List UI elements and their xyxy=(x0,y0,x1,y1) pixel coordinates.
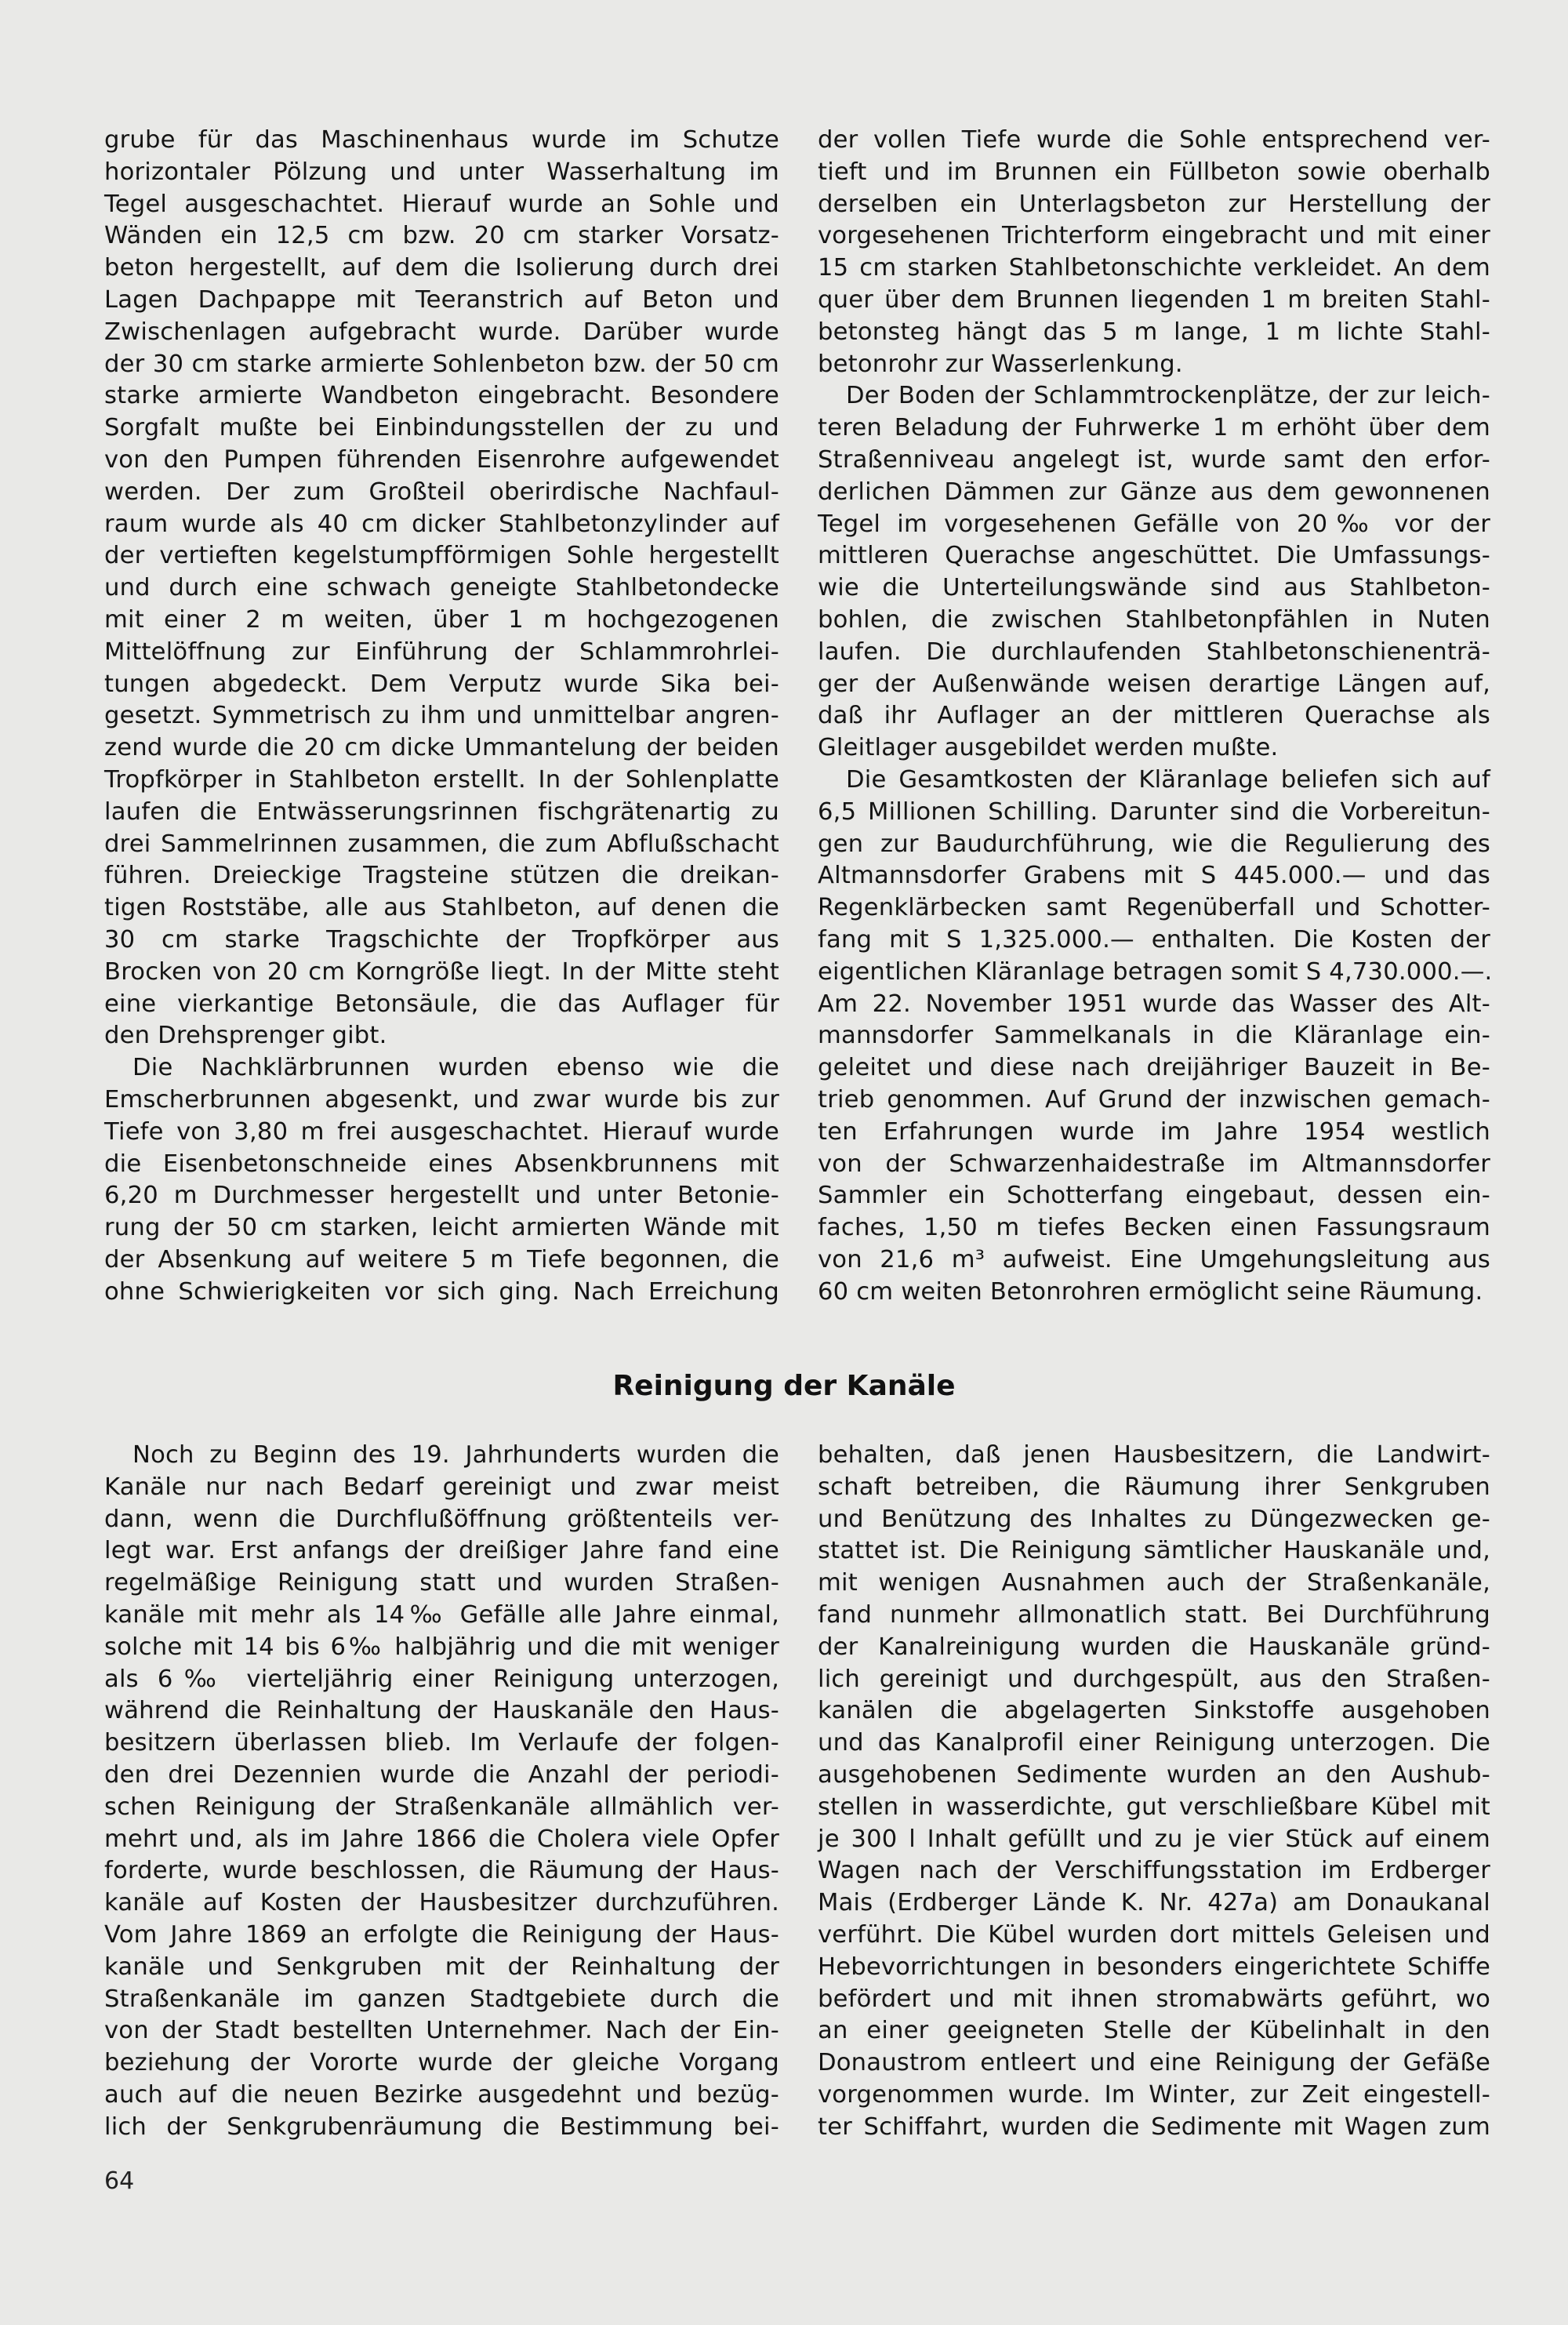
text-line: Tegel ausgeschachtet. Hierauf wurde an Sohle und xyxy=(104,190,779,218)
text-line: befördert und mit ihnen stromabwärts geführt, wo xyxy=(818,1985,1490,2013)
text-line: die Eisenbetonschneide eines Absenkbrunnens mit xyxy=(104,1150,779,1178)
text-line: kanäle und Senkgruben mit der Reinhaltung der xyxy=(104,1953,779,1981)
text-line: schaft betreiben, die Räumung ihrer Senkgruben xyxy=(818,1473,1490,1501)
text-line: rung der 50 cm starken, leicht armierten Wände mit xyxy=(104,1214,779,1242)
text-line: und das Kanalprofil einer Reinigung unterzogen. Die xyxy=(818,1729,1490,1757)
text-column-bottom-right xyxy=(818,1440,1490,2144)
text-line: legt war. Erst anfangs der dreißiger Jahre fand eine xyxy=(104,1537,779,1565)
text-line: Wagen nach der Verschiffungsstation im Erdberger xyxy=(818,1857,1490,1885)
text-line: an einer geeigneten Stelle der Kübelinhalt in den xyxy=(818,2017,1490,2045)
text-line: Hebevorrichtungen in besonders eingerichtete Schiffe xyxy=(818,1953,1490,1981)
text-line: trieb genommen. Auf Grund der inzwischen gemach- xyxy=(818,1085,1490,1113)
text-line: faches, 1,50 m tiefes Becken einen Fassungsraum xyxy=(818,1214,1490,1242)
text-line: tungen abgedeckt. Dem Verputz wurde Sika bei- xyxy=(104,670,779,698)
text-line: mehrt und, als im Jahre 1866 die Cholera viele Opfer xyxy=(104,1825,779,1853)
text-line: Vom Jahre 1869 an erfolgte die Reinigung der Haus- xyxy=(104,1920,779,1949)
text-line: fand nunmehr allmonatlich statt. Bei Durchführung xyxy=(818,1600,1490,1629)
text-line: gen zur Baudurchführung, wie die Regulierung des xyxy=(818,830,1490,858)
text-line: Die Nachklärbrunnen wurden ebenso wie die xyxy=(132,1054,779,1082)
text-line: regelmäßige Reinigung statt und wurden Straßen- xyxy=(104,1569,779,1597)
text-line: mit einer 2 m weiten, über 1 m hochgezogenen xyxy=(104,605,779,634)
text-line: raum wurde als 40 cm dicker Stahlbetonzylinder auf xyxy=(104,510,779,538)
text-line: während die Reinhaltung der Hauskanäle den Haus- xyxy=(104,1697,779,1725)
text-line: derselben ein Unterlagsbeton zur Herstellung der xyxy=(818,190,1490,218)
text-line: kanäle auf Kosten der Hausbesitzer durchzuführen. xyxy=(104,1889,779,1917)
text-line: teren Beladung der Fuhrwerke 1 m erhöht über dem xyxy=(818,414,1490,442)
text-line: der Kanalreinigung wurden die Hauskanäle gründ- xyxy=(818,1633,1490,1661)
text-line: 60 cm weiten Betonrohren ermöglicht seine Räumung. xyxy=(818,1277,1483,1306)
text-line: der vollen Tiefe wurde die Sohle entsprechend ver- xyxy=(818,126,1490,154)
text-line: Tropfkörper in Stahlbeton erstellt. In der Sohlenplatte xyxy=(104,765,779,794)
text-line: schen Reinigung der Straßenkanäle allmählich ver- xyxy=(104,1793,779,1821)
text-line: als 6‰ vierteljährig einer Reinigung unterzogen, xyxy=(104,1665,779,1693)
text-line: ohne Schwierigkeiten vor sich ging. Nach Erreichung xyxy=(104,1277,779,1306)
text-line: beziehung der Vororte wurde der gleiche Vorgang xyxy=(104,2049,779,2077)
text-column-top-left xyxy=(104,125,779,1308)
text-line: bohlen, die zwischen Stahlbetonpfählen in Nuten xyxy=(818,605,1490,634)
text-line: und Benützung des Inhaltes zu Düngezwecken ge- xyxy=(818,1505,1490,1533)
text-line: Altmannsdorfer Grabens mit S 445.000.— und das xyxy=(818,862,1490,890)
text-line: Wänden ein 12,5 cm bzw. 20 cm starker Vorsatz- xyxy=(104,222,779,250)
text-line: werden. Der zum Großteil oberirdische Nachfaul- xyxy=(104,478,779,506)
text-line: laufen die Entwässerungsrinnen fischgrätenartig zu xyxy=(104,797,779,826)
text-line: Sammler ein Schotterfang eingebaut, dessen ein- xyxy=(818,1182,1490,1210)
text-line: kanäle mit mehr als 14‰ Gefälle alle Jahre einmal, xyxy=(104,1600,779,1629)
text-line: stattet ist. Die Reinigung sämtlicher Hauskanäle und, xyxy=(818,1537,1490,1565)
text-line: von der Stadt bestellten Unternehmer. Nach der Ein- xyxy=(104,2017,779,2045)
text-line: eine vierkantige Betonsäule, die das Auflager für xyxy=(104,990,779,1018)
text-line: dann, wenn die Durchflußöffnung größtenteils ver- xyxy=(104,1505,779,1533)
text-line: Tegel im vorgesehenen Gefälle von 20‰ vor der xyxy=(818,510,1490,538)
text-line: Straßenkanäle im ganzen Stadtgebiete durch die xyxy=(104,1985,779,2013)
text-line: vorgenommen wurde. Im Winter, zur Zeit eingestell- xyxy=(818,2080,1490,2109)
text-line: gesetzt. Symmetrisch zu ihm und unmittelbar angren- xyxy=(104,702,779,730)
page-number: 64 xyxy=(104,2167,135,2195)
text-line: 6,20 m Durchmesser hergestellt und unter Betonie- xyxy=(104,1182,779,1210)
text-line: fang mit S 1,325.000.— enthalten. Die Kosten der xyxy=(818,925,1490,954)
text-line: Noch zu Beginn des 19. Jahrhunderts wurden die xyxy=(132,1441,779,1469)
text-line: der Absenkung auf weitere 5 m Tiefe begonnen, die xyxy=(104,1245,779,1273)
text-line: Brocken von 20 cm Korngröße liegt. In der Mitte steht xyxy=(104,957,779,986)
text-line: wie die Unterteilungswände sind aus Stahlbeton- xyxy=(818,574,1490,602)
text-line: forderte, wurde beschlossen, die Räumung der Haus- xyxy=(104,1857,779,1885)
text-line: tigen Roststäbe, alle aus Stahlbeton, auf denen die xyxy=(104,894,779,922)
text-line: 30 cm starke Tragschichte der Tropfkörper aus xyxy=(104,925,779,954)
text-line: stellen in wasserdichte, gut verschließbare Kübel mit xyxy=(818,1793,1490,1821)
text-line: zend wurde die 20 cm dicke Ummantelung der beiden xyxy=(104,734,779,762)
text-line: mittleren Querachse angeschüttet. Die Umfassungs- xyxy=(818,542,1490,570)
text-line: und durch eine schwach geneigte Stahlbetondecke xyxy=(104,574,779,602)
text-line: der 30 cm starke armierte Sohlenbeton bzw. der 50 cm xyxy=(104,350,779,378)
text-line: laufen. Die durchlaufenden Stahlbetonschienenträ- xyxy=(818,638,1490,666)
text-line: Der Boden der Schlammtrockenplätze, der zur leich- xyxy=(846,382,1490,410)
text-line: Gleitlager ausgebildet werden mußte. xyxy=(818,734,1279,762)
text-line: Donaustrom entleert und eine Reinigung der Gefäße xyxy=(818,2049,1490,2077)
text-line: besitzern überlassen blieb. Im Verlaufe der folgen- xyxy=(104,1729,779,1757)
text-line: behalten, daß jenen Hausbesitzern, die Landwirt- xyxy=(818,1441,1490,1469)
text-line: führen. Dreieckige Tragsteine stützen die dreikan- xyxy=(104,862,779,890)
text-line: mit wenigen Ausnahmen auch der Straßenkanäle, xyxy=(818,1569,1490,1597)
text-line: verführt. Die Kübel wurden dort mittels Geleisen und xyxy=(818,1920,1490,1949)
text-line: kanälen die abgelagerten Sinkstoffe ausgehoben xyxy=(818,1697,1490,1725)
text-line: Straßenniveau angelegt ist, wurde samt den erfor- xyxy=(818,445,1490,474)
text-line: Am 22. November 1951 wurde das Wasser des Alt- xyxy=(818,990,1490,1018)
text-line: Kanäle nur nach Bedarf gereinigt und zwar meist xyxy=(104,1473,779,1501)
text-line: Regenklärbecken samt Regenüberfall und Schotter- xyxy=(818,894,1490,922)
text-line: ten Erfahrungen wurde im Jahre 1954 westlich xyxy=(818,1117,1490,1146)
text-line: von 21,6 m³ aufweist. Eine Umgehungsleitung aus xyxy=(818,1245,1490,1273)
text-line: Die Gesamtkosten der Kläranlage beliefen sich auf xyxy=(846,765,1490,794)
text-line: Tiefe von 3,80 m frei ausgeschachtet. Hierauf wurde xyxy=(104,1117,779,1146)
text-line: Sorgfalt mußte bei Einbindungsstellen der zu und xyxy=(104,414,779,442)
text-line: ger der Außenwände weisen derartige Längen auf, xyxy=(818,670,1490,698)
text-line: Lagen Dachpappe mit Teeranstrich auf Beton und xyxy=(104,285,779,314)
text-line: von der Schwarzenhaidestraße im Altmannsdorfer xyxy=(818,1150,1490,1178)
text-line: ter Schiffahrt, wurden die Sedimente mit Wagen zum xyxy=(818,2112,1490,2141)
text-line: 15 cm starken Stahlbetonschichte verkleidet. An dem xyxy=(818,254,1490,282)
text-line: daß ihr Auflager an der mittleren Querachse als xyxy=(818,702,1490,730)
text-line: Emscherbrunnen abgesenkt, und zwar wurde bis zur xyxy=(104,1085,779,1113)
text-line: quer über dem Brunnen liegenden 1 m breiten Stahl- xyxy=(818,285,1490,314)
section-heading: Reinigung der Kanäle xyxy=(612,1370,956,1402)
text-line: geleitet und diese nach dreijähriger Bauzeit in Be- xyxy=(818,1054,1490,1082)
text-line: grube für das Maschinenhaus wurde im Schutze xyxy=(104,126,779,154)
text-line: betonsteg hängt das 5 m lange, 1 m lichte Stahl- xyxy=(818,318,1490,346)
text-line: lich der Senkgrubenräumung die Bestimmung bei- xyxy=(104,2112,779,2141)
text-line: beton hergestellt, auf dem die Isolierung durch drei xyxy=(104,254,779,282)
text-line: ausgehobenen Sedimente wurden an den Aushub- xyxy=(818,1760,1490,1789)
text-column-bottom-left xyxy=(104,1440,779,2144)
text-line: Mittelöffnung zur Einführung der Schlammrohrlei- xyxy=(104,638,779,666)
text-line: den Drehsprenger gibt. xyxy=(104,1022,387,1050)
text-line: der vertieften kegelstumpfförmigen Sohle hergestellt xyxy=(104,542,779,570)
text-line: horizontaler Pölzung und unter Wasserhaltung im xyxy=(104,158,779,186)
text-line: drei Sammelrinnen zusammen, die zum Abflußschacht xyxy=(104,830,779,858)
text-line: den drei Dezennien wurde die Anzahl der periodi- xyxy=(104,1760,779,1789)
text-line: vorgesehenen Trichterform eingebracht und mit einer xyxy=(818,222,1490,250)
text-column-top-right xyxy=(818,125,1493,1308)
text-line: betonrohr zur Wasserlenkung. xyxy=(818,350,1183,378)
text-line: von den Pumpen führenden Eisenrohre aufgewendet xyxy=(104,445,779,474)
text-line: auch auf die neuen Bezirke ausgedehnt und bezüg- xyxy=(104,2080,779,2109)
text-line: derlichen Dämmen zur Gänze aus dem gewonnenen xyxy=(818,478,1490,506)
text-line: solche mit 14 bis 6‰ halbjährig und die mit weniger xyxy=(104,1633,779,1661)
text-line: je 300 l Inhalt gefüllt und zu je vier Stück auf einem xyxy=(818,1825,1490,1853)
text-line: mannsdorfer Sammelkanals in die Kläranlage ein- xyxy=(818,1022,1490,1050)
text-line: starke armierte Wandbeton eingebracht. Besondere xyxy=(104,382,779,410)
text-line: Mais (Erdberger Lände K. Nr. 427a) am Donaukanal xyxy=(818,1889,1490,1917)
text-line: 6,5 Millionen Schilling. Darunter sind die Vorbereitun- xyxy=(818,797,1490,826)
text-line: lich gereinigt und durchgespült, aus den Straßen- xyxy=(818,1665,1490,1693)
text-line: Zwischenlagen aufgebracht wurde. Darüber wurde xyxy=(104,318,779,346)
text-line: tieft und im Brunnen ein Füllbeton sowie oberhalb xyxy=(818,158,1490,186)
text-line: eigentlichen Kläranlage betragen somit S 4,730.000.—. xyxy=(818,957,1493,986)
